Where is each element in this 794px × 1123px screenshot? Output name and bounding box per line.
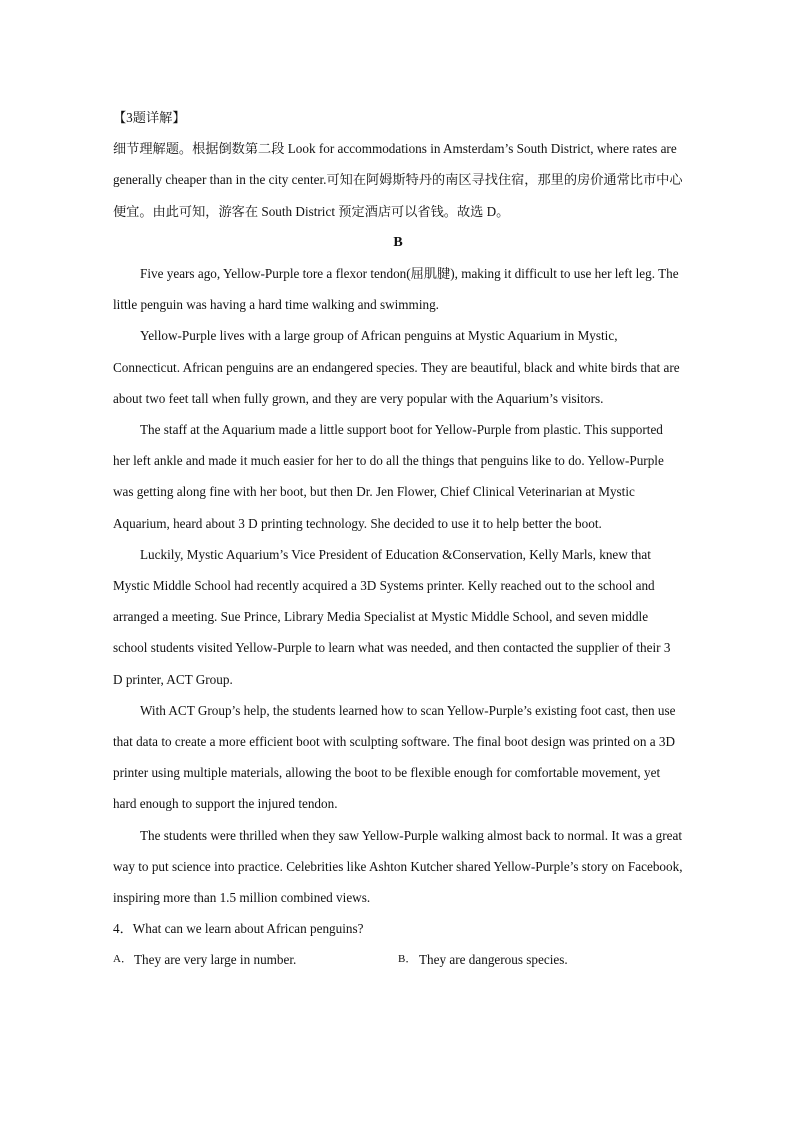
passage-title: B [393,234,403,250]
passage-paragraph-4: Luckily, Mystic Aquarium’s Vice President of Education &Conservation, Kelly Marls, knew that Mystic Middle School had recently acquired a 3D Systems printer. Kelly reached out to the school and arranged a meeting. Sue Prince, Library Media Specialist at Mystic Middle School, and seven middle school students visited Yellow-Purple to learn what was needed, and then contacted the supplier of their 3 D printer, ACT Group. [113,546,671,687]
passage-paragraph-3: The staff at the Aquarium made a little support boot for Yellow-Purple from plastic. This supported her left ankle and made it much easier for her to do all the things that penguins like to do. Yellow-Purple was getting along fine with her boot, but then Dr. Jen Flower, Chief Clinical Veterinarian at Mystic Aquarium, heard about 3 D printing technology. She decided to use it to help better the boot. [113,422,664,531]
explanation-heading: 【3题详解】 [113,110,186,125]
option-b [398,944,683,975]
explanation-text: 细节理解题。根据倒数第二段 Look for accommodations in Amsterdam’s South District, where rates are generally cheaper than in the city center.可知在阿姆斯特丹的南区寻找住宿，那里的房价通常比市中心便宜。由此可知，游客在 South District 预定酒店可以省钱。故选 D。 [113,141,683,219]
question-text: What can we learn about African penguins? [132,921,364,937]
question-options [113,944,683,975]
passage-paragraph-5: With ACT Group’s help, the students learned how to scan Yellow-Purple’s existing foot cast, then use that data to create a more efficient boot with sculpting software. The final boot design was printed on a 3D printer using multiple materials, allowing the boot to be flexible enough for comfortable movement, yet hard enough to support the injured tendon. [113,702,676,812]
question-4 [113,913,683,944]
question-number: 4． [113,921,133,937]
option-a [113,944,398,975]
passage-paragraph-2: Yellow-Purple lives with a large group of African penguins at Mystic Aquarium in Mystic, Connecticut. African penguins are an endangered species. They are beautiful, black and white birds that are about two feet tall when fully grown, and they are very popular with the Aquarium’s visitors. [113,328,680,406]
option-a-letter: A． [113,953,132,966]
option-b-text: They are dangerous species. [419,952,568,968]
option-a-text: They are very large in number. [134,952,297,968]
option-b-letter: B． [398,953,417,966]
document-page [113,102,683,976]
passage-paragraph-1: Five years ago, Yellow-Purple tore a flexor tendon(屈肌腱), making it difficult to use her left leg. The little penguin was having a hard time walking and swimming. [113,266,679,313]
passage-paragraph-6: The students were thrilled when they saw Yellow-Purple walking almost back to normal. It was a great way to put science into practice. Celebrities like Ashton Kutcher shared Yellow-Purple’s story on Facebook, inspiring more than 1.5 million combined views. [113,827,683,906]
